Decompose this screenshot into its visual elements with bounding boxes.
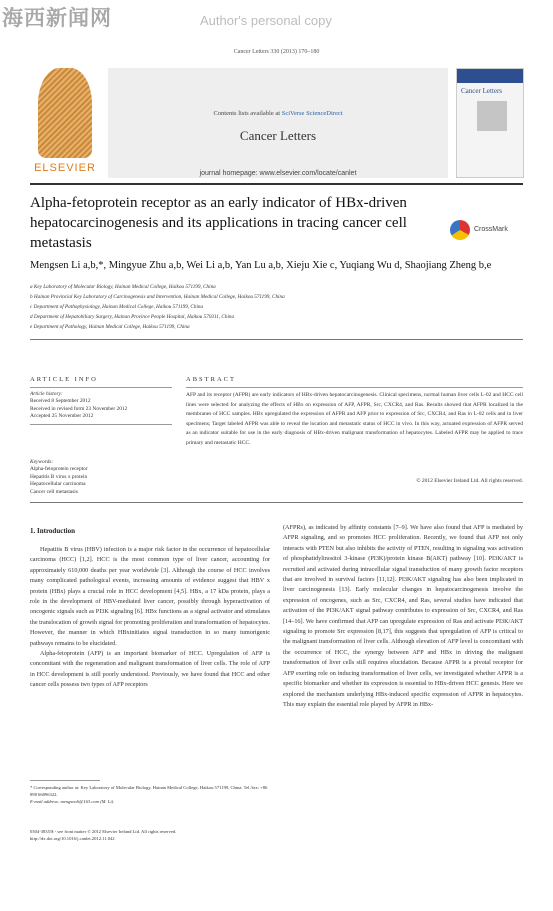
header-rule — [30, 183, 523, 185]
abstract-text: AFP and its receptor (AFPR) are early indicators of HBx-driven hepatocarcinogenesis. Clinical specimens, normal human liver cells L-02 and HCC cell lines were selected for analyzing the effects of HBx on expression of AFP, AFPR, Src, CXCR4, and Ras. Results showed that AFPR localized in the membranes of HCC samples. HBx upregulated the expression of AFPR and AFP prior to expression of Src, CXCR4, and Ras in L-02 cells and in liver specimens; Target labeled AFPR was able to reveal the location and metastatic status of HCC in vivo. In this way, actuated expression of AFPR served as an indicator suitable for use in the early diagnosis of HBx-driven malignant transformation of hepatocytes. Labeled AFPR may be applied to trace primary and metastatic HCC. — [186, 392, 523, 446]
cover-title: Cancer Letters — [461, 87, 503, 95]
contents-prefix: Contents lists available at — [213, 110, 282, 117]
email-address[interactable]: E-mail address: mengsenli@163.com (M. Li). — [30, 799, 115, 804]
keyword-item: Hepatocellular carcinoma — [30, 481, 86, 488]
footnote-rule — [30, 780, 100, 781]
abstract-heading: ABSTRACT — [186, 376, 236, 383]
keyword-item: Alpha-fetoprotein receptor — [30, 466, 88, 473]
doi-block — [30, 828, 270, 842]
contents-line — [108, 110, 448, 117]
affiliation-item: e Department of Pathology, Hainan Medical College, Haikou 571199, China — [30, 324, 190, 330]
history-item: Received in revised form 23 November 2012 — [30, 405, 128, 412]
keyword-item: Cancer cell metastasis — [30, 488, 78, 495]
journal-header — [30, 60, 523, 180]
abstract-copyright: © 2012 Elsevier Ireland Ltd. All rights reserved. — [416, 478, 523, 484]
journal-cover-thumbnail — [456, 68, 524, 178]
history-item: Received 8 September 2012 — [30, 398, 91, 405]
cover-image — [477, 101, 507, 131]
crossmark-icon — [450, 220, 470, 240]
crossmark-label: CrossMark — [474, 226, 508, 233]
journal-reference: Cancer Letters 330 (2013) 170–180 — [233, 49, 320, 55]
history-label: Article history: — [30, 391, 63, 397]
sciverse-link[interactable]: SciVerse ScienceDirect — [281, 110, 343, 117]
issn-line: 0304-3835/$ - see front matter © 2012 Elsevier Ireland Ltd. All rights reserved. — [30, 829, 177, 834]
article-title: Alpha-fetoprotein receptor as an early indicator of HBx-driven hepatocarcinogenesis and its applications in tracing cancer cell metastasis — [30, 195, 407, 251]
journal-banner — [108, 68, 448, 178]
intro-left-column — [30, 545, 270, 691]
intro-paragraph: Alpha-fetoprotein (AFP) is an important biomarker of HCC. Upregulation of AFP is concomitant with the regeneration and malignant transformation of liver cells. The role of AFP in HCC development is still poorly understood. Previously, we have found that HCC and other cancer cells possess two types of AFP receptors — [30, 650, 270, 689]
elsevier-tree-icon — [38, 68, 92, 158]
site-watermark: 海西新闻网 — [2, 6, 112, 30]
publisher-name: ELSEVIER — [34, 162, 96, 174]
article-history — [30, 391, 172, 421]
crossmark-badge[interactable] — [450, 218, 510, 246]
abstract-rule — [186, 387, 523, 388]
corresponding-author: * Corresponding author at: Key Laboratory of Molecular Biology, Hainan Medical College, Haikou 571199, China. Tel./fax: +86 898 66896322. — [30, 785, 268, 797]
elsevier-logo — [30, 60, 100, 178]
intro-paragraph: (AFPRs), as indicated by affinity constants [7–9]. We have also found that AFP is mediated by AFPR signaling, and so promotes HCC proliferation. Recently, we found that AFP not only interacts with PTEN but also inhibits the activity of PTEN, resulting in signaling was activation of phosphatidylinositol 3-kinase (PI3K)/protein kinase B(AKT) pathway [10]. PI3K/AKT is recruited and activated during intracellular signal transduction of many growth factor receptors that are involved in survival factors [11,12]. PI3K/AKT signaling has also been implicated in liver carcinogenesis [13]. Early molecular changes in hepatocarcinogenesis involve the expression of oncogenes, such as Src, CXCR4, and Ras, several studies have indicated that activation of the PI3K/AKT signal pathway contributes to expression of Src, CXCR4, and Ras [14–16]. We have confirmed that AFP can upregulate expression of Ras and activate PI3K/AKT signaling to promote Src expression [8,17], this suggests that upregulation of AFP is critical to the malignant transformation of liver cells. Although elevation of AFP level is concomitant with the occurrence of HCC, the synergy between AFP and HBx in driving the malignant transformation of liver cells still requires elucidation. Because AFPR is a pivotal receptor for AFP exerting role on inducing transformation of liver cells, we investigated whether AFPR is a specific biomarker and whether its expression is essential to HBx-driven HCC genesis. Here we explored the mechanism underlying HBx-induced specific expression of AFPR in hepatocytes. This may explain the essential role played by AFPR in HBx- — [283, 524, 523, 708]
affiliation-item: d Department of Hepatobiliary Surgery, Hainan Province People Hospital, Haikou 570311, China — [30, 314, 235, 320]
article-info-heading: ARTICLE INFO — [30, 376, 98, 383]
affiliation-rule — [30, 339, 523, 340]
article-info-rule — [30, 387, 172, 388]
keyword-item: Hepatitis B virus x protein — [30, 473, 88, 480]
doi-link[interactable]: http://dx.doi.org/10.1016/j.canlet.2012.11.042 — [30, 836, 115, 841]
keywords-rule — [30, 424, 172, 425]
affiliation-item: c Department of Pathophysiology, Hainan Medical College, Haikou 571199, China — [30, 304, 204, 310]
affiliation-item: b Hainan Provincial Key Laboratory of Carcinogenesis and Intervention, Hainan Medical College, Haikou 571199, China — [30, 294, 285, 300]
journal-homepage[interactable]: journal homepage: www.elsevier.com/locate/canlet — [199, 170, 357, 177]
history-item: Accepted 25 November 2012 — [30, 413, 94, 420]
affiliations — [30, 282, 523, 332]
keywords-block — [30, 459, 172, 496]
cover-band — [457, 69, 523, 83]
corresponding-author-footnote — [30, 784, 270, 805]
intro-right-column — [283, 523, 523, 710]
affiliation-item: a Key Laboratory of Molecular Biology, Hainan Medical College, Haikou 571199, China — [30, 284, 216, 290]
intro-paragraph: Hepatitis B virus (HBV) infection is a major risk factor in the occurrence of hepatocellular carcinoma (HCC) [1,2]. HCC is the most common type of liver cancer, accounting for approximately 610,000 deaths per year worldwide [3]. Although the course of HCC involves many complicated pathological events, increasing amounts of evidence suggest that HBV x protein (HBx) plays a crucial role in HCC development [4,5]. HBx, a 17 kDa protein, plays a role in the development of HBV-mediated liver cancer, possibly through hyperactivation of oncogenic signals such as PI3K signaling [6]. HBx functions as a signal activator and stimulates the translocation of growth signal for promoting proliferation and transformation of hepatocytes. However, the manner in which HBxinitiates signal transduction in so many tumorigenic pathways remains to be elucidated. — [30, 546, 270, 647]
keywords-label: Keywords: — [30, 459, 54, 465]
introduction-heading: 1. Introduction — [30, 527, 75, 535]
author-copy-watermark: Author's personal copy — [200, 13, 332, 28]
journal-title: Cancer Letters — [239, 128, 317, 143]
abstract-bottom-rule — [30, 502, 523, 503]
author-list: Mengsen Li a,b,*, Mingyue Zhu a,b, Wei Li a,b, Yan Lu a,b, Xieju Xie c, Yuqiang Wu d, Shaojiang Zheng b,e — [30, 260, 492, 271]
